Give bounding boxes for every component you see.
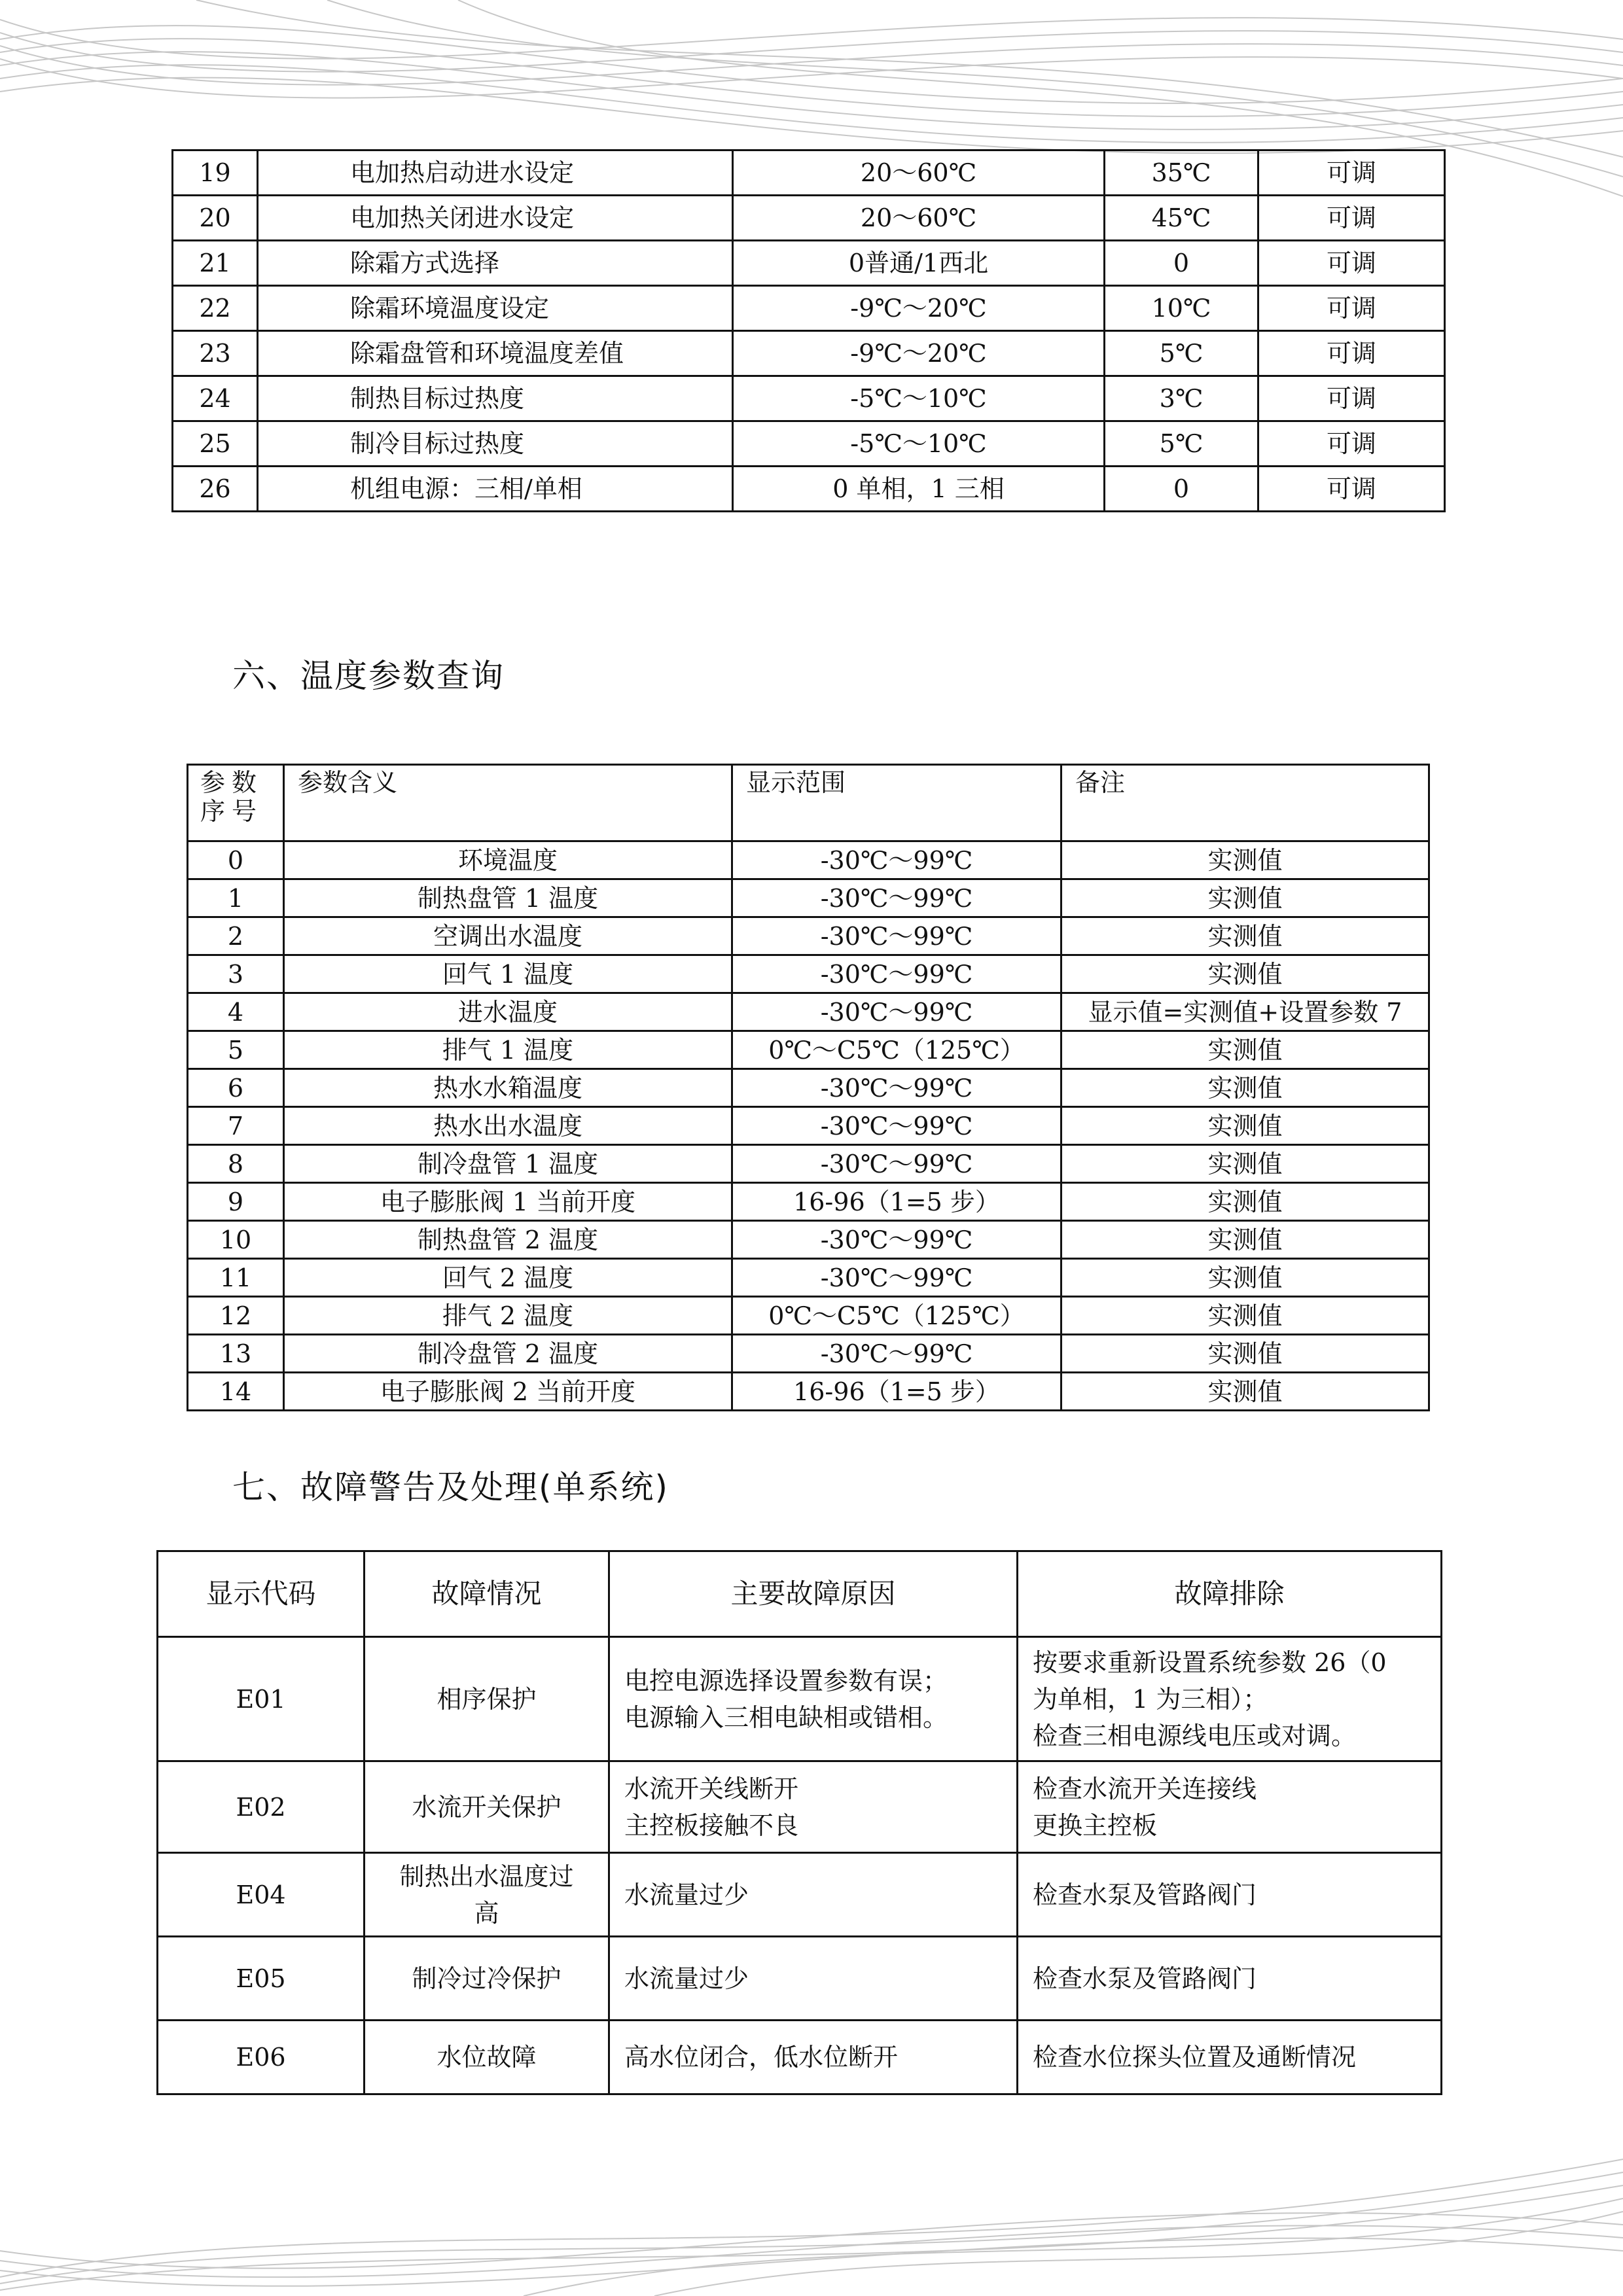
param-number: 26 [173,467,258,512]
temp-param-number: 8 [188,1145,284,1183]
fault-code: E04 [158,1853,365,1937]
fault-fix: 检查水位探头位置及通断情况 [1018,2021,1442,2094]
table-row [158,1853,1442,1937]
table-row [188,841,1429,879]
temp-remark: 实测值 [1061,1183,1429,1221]
param-remark: 可调 [1258,196,1445,241]
header-param-meaning: 参数含义 [284,765,732,841]
table-row [188,1335,1429,1373]
temp-param-number: 6 [188,1069,284,1107]
table-row [158,2021,1442,2094]
temp-param-number: 12 [188,1297,284,1335]
temp-param-number: 9 [188,1183,284,1221]
temp-remark: 实测值 [1061,1373,1429,1411]
temp-param-meaning: 回气 1 温度 [284,955,732,993]
param-name: 除霜方式选择 [258,241,733,286]
temp-remark: 实测值 [1061,1297,1429,1335]
param-range: 20～60℃ [733,196,1105,241]
fault-cause: 水流量过少 [609,1853,1018,1937]
table-row [188,917,1429,955]
table-row [158,1761,1442,1853]
param-remark: 可调 [1258,241,1445,286]
param-range: 0 单相，1 三相 [733,467,1105,512]
fault-fix: 按要求重新设置系统参数 26（0 为单相，1 为三相）； 检查三相电源线电压或对调。 [1018,1637,1442,1761]
fault-handling-body [158,1551,1442,2094]
temp-param-meaning: 制热盘管 2 温度 [284,1221,732,1259]
temp-display-range: -30℃～99℃ [732,1107,1061,1145]
temp-display-range: 16-96（1=5 步） [732,1183,1061,1221]
temp-display-range: -30℃～99℃ [732,1069,1061,1107]
table-row [188,1297,1429,1335]
temp-display-range: -30℃～99℃ [732,1259,1061,1297]
header-display-code: 显示代码 [158,1551,365,1637]
table-row [188,1107,1429,1145]
temp-display-range: 16-96（1=5 步） [732,1373,1061,1411]
param-remark: 可调 [1258,150,1445,196]
temp-param-number: 11 [188,1259,284,1297]
header-troubleshooting: 故障排除 [1018,1551,1442,1637]
decorative-wave-footer [0,2120,1623,2296]
header-display-range: 显示范围 [732,765,1061,841]
table-row [173,196,1445,241]
temp-remark: 显示值=实测值+设置参数 7 [1061,993,1429,1031]
table-row [173,467,1445,512]
table-row [188,1031,1429,1069]
table-row [173,241,1445,286]
param-default: 0 [1105,241,1258,286]
param-range: -5℃～10℃ [733,376,1105,421]
param-number: 23 [173,331,258,376]
param-name: 机组电源：三相/单相 [258,467,733,512]
fault-condition: 相序保护 [365,1637,609,1761]
table-row [173,286,1445,331]
temp-display-range: -30℃～99℃ [732,841,1061,879]
temp-remark: 实测值 [1061,1031,1429,1069]
param-remark: 可调 [1258,467,1445,512]
temperature-query-header-row [188,765,1429,841]
param-remark: 可调 [1258,286,1445,331]
fault-fix: 检查水泵及管路阀门 [1018,1937,1442,2021]
table-row [188,1183,1429,1221]
param-number: 21 [173,241,258,286]
param-remark: 可调 [1258,421,1445,467]
temp-param-meaning: 制热盘管 1 温度 [284,879,732,917]
fault-cause: 水流量过少 [609,1937,1018,2021]
param-range: -9℃～20℃ [733,286,1105,331]
table-row [188,1221,1429,1259]
temp-param-number: 5 [188,1031,284,1069]
temp-param-meaning: 环境温度 [284,841,732,879]
fault-code: E06 [158,2021,365,2094]
param-default: 5℃ [1105,421,1258,467]
param-default: 10℃ [1105,286,1258,331]
param-name: 除霜环境温度设定 [258,286,733,331]
temperature-query-body [188,765,1429,1411]
temp-param-meaning: 进水温度 [284,993,732,1031]
table-row [188,1069,1429,1107]
param-name: 电加热关闭进水设定 [258,196,733,241]
table-row [188,993,1429,1031]
parameter-settings-body [173,150,1445,512]
temp-param-meaning: 排气 1 温度 [284,1031,732,1069]
temp-param-meaning: 制冷盘管 1 温度 [284,1145,732,1183]
param-number: 19 [173,150,258,196]
param-default: 3℃ [1105,376,1258,421]
temp-display-range: -30℃～99℃ [732,955,1061,993]
param-default: 45℃ [1105,196,1258,241]
table-row [188,1145,1429,1183]
fault-code: E01 [158,1637,365,1761]
header-remark: 备注 [1061,765,1429,841]
table-row [188,955,1429,993]
param-range: -5℃～10℃ [733,421,1105,467]
param-name: 制冷目标过热度 [258,421,733,467]
fault-header-row [158,1551,1442,1637]
param-default: 0 [1105,467,1258,512]
table-row [173,376,1445,421]
temp-param-number: 10 [188,1221,284,1259]
temperature-query-table [187,764,1430,1411]
header-main-cause: 主要故障原因 [609,1551,1018,1637]
table-row [173,421,1445,467]
temp-param-number: 3 [188,955,284,993]
temp-remark: 实测值 [1061,879,1429,917]
param-remark: 可调 [1258,376,1445,421]
param-range: 20～60℃ [733,150,1105,196]
param-default: 5℃ [1105,331,1258,376]
temp-display-range: 0℃～C5℃（125℃） [732,1031,1061,1069]
temp-remark: 实测值 [1061,1221,1429,1259]
temp-display-range: -30℃～99℃ [732,1145,1061,1183]
param-number: 24 [173,376,258,421]
temp-display-range: -30℃～99℃ [732,993,1061,1031]
fault-condition: 制热出水温度过 高 [365,1853,609,1937]
param-name: 制热目标过热度 [258,376,733,421]
temp-param-number: 0 [188,841,284,879]
fault-cause: 水流开关线断开 主控板接触不良 [609,1761,1018,1853]
fault-condition: 水位故障 [365,2021,609,2094]
param-number: 25 [173,421,258,467]
temp-remark: 实测值 [1061,1145,1429,1183]
temp-param-number: 2 [188,917,284,955]
table-row [173,331,1445,376]
temp-remark: 实测值 [1061,841,1429,879]
temp-param-meaning: 空调出水温度 [284,917,732,955]
temp-display-range: -30℃～99℃ [732,1335,1061,1373]
temp-param-number: 7 [188,1107,284,1145]
table-row [188,1259,1429,1297]
fault-condition: 水流开关保护 [365,1761,609,1853]
table-row [188,879,1429,917]
temp-remark: 实测值 [1061,1069,1429,1107]
temp-display-range: -30℃～99℃ [732,879,1061,917]
param-range: 0普通/1西北 [733,241,1105,286]
temp-param-number: 13 [188,1335,284,1373]
temp-param-number: 4 [188,993,284,1031]
table-row [188,1373,1429,1411]
fault-code: E02 [158,1761,365,1853]
section-6-heading: 六、温度参数查询 [232,657,505,695]
header-param-number: 参数 序号 [188,765,284,841]
section-7-heading: 七、故障警告及处理(单系统) [232,1468,669,1506]
temp-remark: 实测值 [1061,1335,1429,1373]
temp-remark: 实测值 [1061,917,1429,955]
temp-param-meaning: 制冷盘管 2 温度 [284,1335,732,1373]
fault-handling-table [156,1550,1442,2095]
temp-param-meaning: 电子膨胀阀 2 当前开度 [284,1373,732,1411]
param-name: 电加热启动进水设定 [258,150,733,196]
fault-code: E05 [158,1937,365,2021]
temp-param-meaning: 回气 2 温度 [284,1259,732,1297]
temp-param-meaning: 排气 2 温度 [284,1297,732,1335]
temp-remark: 实测值 [1061,1259,1429,1297]
temp-display-range: -30℃～99℃ [732,1221,1061,1259]
temp-display-range: -30℃～99℃ [732,917,1061,955]
temp-remark: 实测值 [1061,955,1429,993]
param-range: -9℃～20℃ [733,331,1105,376]
table-row [158,1937,1442,2021]
temp-param-meaning: 电子膨胀阀 1 当前开度 [284,1183,732,1221]
header-fault-condition: 故障情况 [365,1551,609,1637]
fault-cause: 电控电源选择设置参数有误； 电源输入三相电缺相或错相。 [609,1637,1018,1761]
fault-condition: 制冷过冷保护 [365,1937,609,2021]
param-remark: 可调 [1258,331,1445,376]
param-name: 除霜盘管和环境温度差值 [258,331,733,376]
param-number: 22 [173,286,258,331]
temp-remark: 实测值 [1061,1107,1429,1145]
parameter-settings-table [171,149,1446,512]
fault-fix: 检查水流开关连接线 更换主控板 [1018,1761,1442,1853]
temp-param-meaning: 热水水箱温度 [284,1069,732,1107]
param-default: 35℃ [1105,150,1258,196]
param-number: 20 [173,196,258,241]
temp-param-number: 14 [188,1373,284,1411]
temp-param-meaning: 热水出水温度 [284,1107,732,1145]
temp-display-range: 0℃～C5℃（125℃） [732,1297,1061,1335]
fault-cause: 高水位闭合，低水位断开 [609,2021,1018,2094]
table-row [173,150,1445,196]
temp-param-number: 1 [188,879,284,917]
table-row [158,1637,1442,1761]
fault-fix: 检查水泵及管路阀门 [1018,1853,1442,1937]
